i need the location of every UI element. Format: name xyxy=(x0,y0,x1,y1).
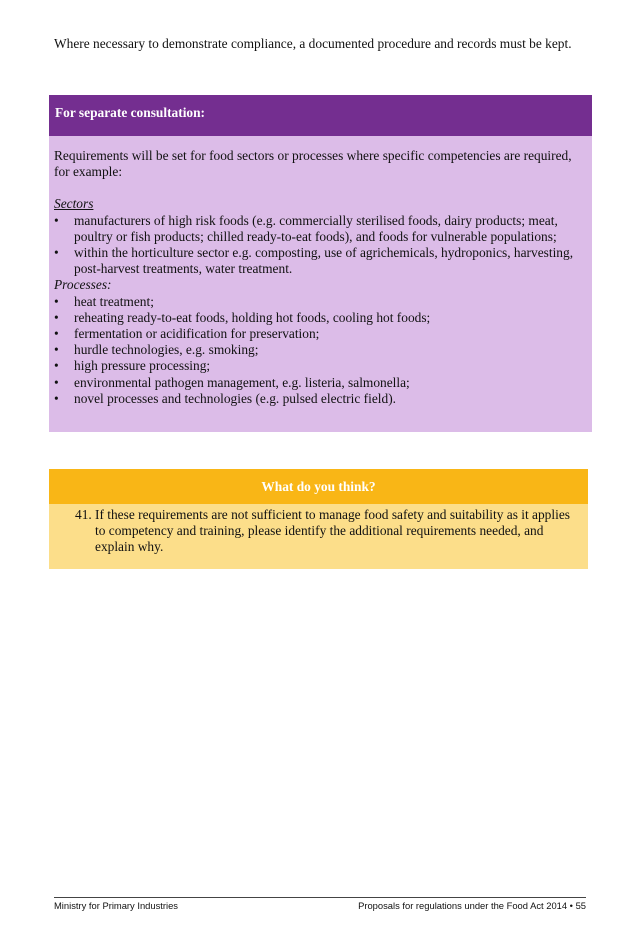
question-number: 41. xyxy=(75,507,92,522)
footer-page-info: Proposals for regulations under the Food Act 2014 • 55 xyxy=(358,900,586,911)
list-item: • within the horticulture sector e.g. composting, use of agrichemicals, hydroponics, harvesting, post-harvest treatments, water treatment. xyxy=(54,245,584,277)
question-body xyxy=(49,504,588,556)
list-item: • heat treatment; xyxy=(54,294,584,310)
list-item: • hurdle technologies, e.g. smoking; xyxy=(54,342,584,358)
list-item: • reheating ready-to-eat foods, holding hot foods, cooling hot foods; xyxy=(54,310,584,326)
consultation-intro: Requirements will be set for food sectors or processes where specific competencies are required, for example: xyxy=(54,148,572,180)
list-item: • environmental pathogen management, e.g. listeria, salmonella; xyxy=(54,375,584,391)
list-item: • novel processes and technologies (e.g. pulsed electric field). xyxy=(54,391,584,407)
processes-list xyxy=(54,294,584,407)
sectors-label: Sectors xyxy=(54,196,94,212)
processes-label: Processes: xyxy=(54,277,112,293)
consultation-heading: For separate consultation: xyxy=(49,95,592,136)
consultation-body xyxy=(49,136,592,407)
intro-paragraph: Where necessary to demonstrate compliance, a documented procedure and records must be kept. xyxy=(54,36,572,51)
list-item: • manufacturers of high risk foods (e.g. commercially sterilised foods, dairy products; meat, poultry or fish products; chilled ready-to-eat foods), and foods for vulnerable populations; xyxy=(54,213,584,245)
list-item: • fermentation or acidification for preservation; xyxy=(54,326,584,342)
footer-organisation: Ministry for Primary Industries xyxy=(54,900,178,911)
page-footer xyxy=(54,897,586,911)
question-text: If these requirements are not sufficient to manage food safety and suitability as it applies to competency and training, please identify the additional requirements needed, and explain why. xyxy=(95,507,570,555)
question-heading: What do you think? xyxy=(49,469,588,504)
sectors-list xyxy=(54,213,584,278)
consultation-box xyxy=(49,95,592,432)
list-item: • high pressure processing; xyxy=(54,358,584,374)
question-box xyxy=(49,469,588,569)
